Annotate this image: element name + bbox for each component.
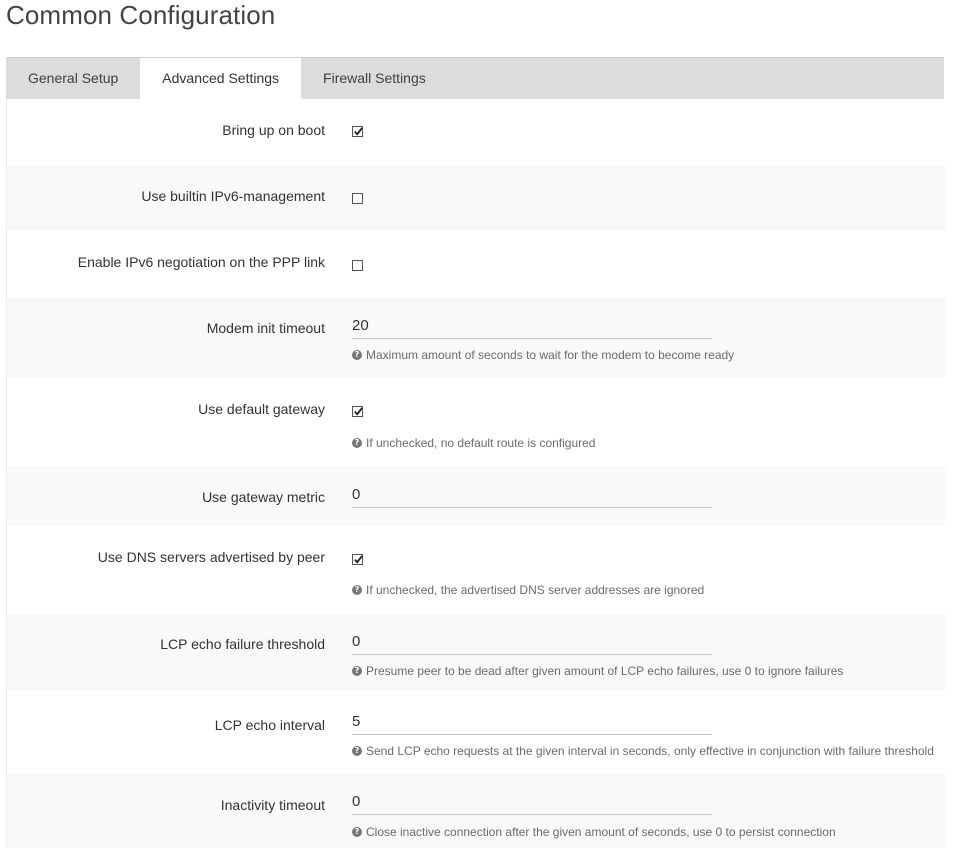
peer-dns-help: [352, 583, 704, 597]
modem-init-timeout-input[interactable]: 20: [352, 316, 712, 339]
row-inactivity-timeout: [7, 773, 945, 848]
question-circle-icon: ?: [352, 438, 362, 448]
row-bring-up-on-boot: [7, 99, 945, 165]
lcp-interval-label: LCP echo interval: [214, 717, 325, 733]
inactivity-timeout-input[interactable]: 0: [352, 792, 712, 815]
row-lcp-failure: [7, 614, 945, 691]
row-modem-init-timeout: [7, 297, 945, 377]
ipv6-ppp-checkbox[interactable]: [352, 260, 363, 271]
inactivity-timeout-help-text: Close inactive connection after the given amount of seconds, use 0 to persist connection: [366, 825, 836, 839]
lcp-failure-help-text: Presume peer to be dead after given amount of LCP echo failures, use 0 to ignore failures: [366, 664, 844, 678]
question-circle-icon: ?: [352, 585, 362, 595]
row-ipv6-management: [7, 165, 945, 231]
inactivity-timeout-label: Inactivity timeout: [220, 797, 325, 813]
check-icon: [353, 126, 364, 137]
row-default-gateway: [7, 377, 945, 466]
default-gateway-help: [352, 436, 595, 450]
default-gateway-checkbox[interactable]: [352, 406, 363, 417]
ipv6-ppp-label: Enable IPv6 negotiation on the PPP link: [77, 254, 325, 270]
lcp-interval-help: [352, 744, 934, 758]
tab-bar: [6, 57, 944, 99]
default-gateway-label: Use default gateway: [198, 401, 325, 417]
peer-dns-checkbox[interactable]: [352, 554, 363, 565]
lcp-failure-input[interactable]: 0: [352, 632, 712, 655]
tab-general-setup[interactable]: General Setup: [28, 70, 119, 86]
lcp-interval-input[interactable]: 5: [352, 712, 712, 735]
page-title: Common Configuration: [6, 0, 276, 30]
question-circle-icon: ?: [352, 827, 362, 837]
gateway-metric-input[interactable]: 0: [352, 485, 712, 508]
row-ipv6-ppp: [7, 231, 945, 297]
check-icon: [353, 406, 364, 417]
lcp-failure-label: LCP echo failure threshold: [160, 636, 325, 652]
inactivity-timeout-help: [352, 825, 836, 839]
bring-up-on-boot-checkbox[interactable]: [352, 126, 363, 137]
peer-dns-label: Use DNS servers advertised by peer: [97, 549, 325, 565]
modem-init-timeout-help-text: Maximum amount of seconds to wait for the modem to become ready: [366, 348, 735, 362]
lcp-interval-help-text: Send LCP echo requests at the given interval in seconds, only effective in conjunction with failure threshold: [366, 744, 934, 758]
advanced-settings-panel: [6, 99, 944, 848]
modem-init-timeout-label: Modem init timeout: [206, 320, 325, 336]
question-circle-icon: ?: [352, 350, 362, 360]
tab-advanced-settings[interactable]: Advanced Settings: [140, 58, 301, 99]
question-circle-icon: ?: [352, 666, 362, 676]
tab-firewall-settings[interactable]: Firewall Settings: [323, 70, 426, 86]
modem-init-timeout-help: [352, 348, 734, 362]
lcp-failure-help: [352, 664, 843, 678]
row-peer-dns: [7, 525, 945, 614]
ipv6-management-label: Use builtin IPv6-management: [141, 188, 325, 204]
peer-dns-help-text: If unchecked, the advertised DNS server addresses are ignored: [366, 583, 705, 597]
default-gateway-help-text: If unchecked, no default route is configured: [366, 436, 596, 450]
bring-up-on-boot-label: Bring up on boot: [222, 122, 325, 138]
check-icon: [353, 554, 364, 565]
ipv6-management-checkbox[interactable]: [352, 193, 363, 204]
row-lcp-interval: [7, 691, 945, 773]
row-gateway-metric: [7, 466, 945, 525]
gateway-metric-label: Use gateway metric: [202, 489, 325, 505]
question-circle-icon: ?: [352, 746, 362, 756]
